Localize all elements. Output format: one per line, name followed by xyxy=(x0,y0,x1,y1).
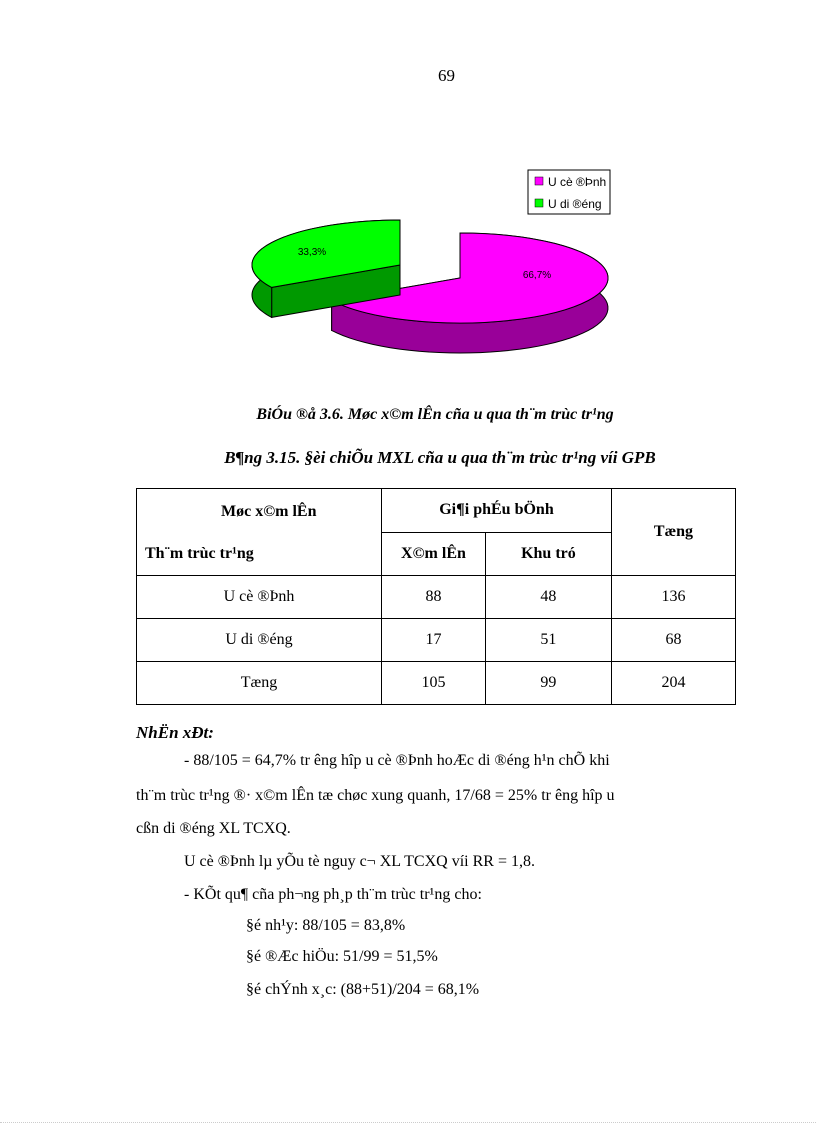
legend-label-fixed: U cè ®Þnh xyxy=(548,175,607,189)
table-cell: 88 xyxy=(382,576,486,619)
row-label: U di ®éng xyxy=(137,619,382,662)
paragraph-line: - 88/105 = 64,7% tr êng hîp u cè ®Þnh hoÆc di ®éng h¹n chÕ khi xyxy=(184,752,610,769)
slice-label-fixed: 66,7% xyxy=(522,270,552,281)
chart-legend xyxy=(528,170,610,214)
table-cell: 99 xyxy=(485,662,611,705)
sub-header-invasive: X©m lÊn xyxy=(382,532,486,576)
table-cell: 51 xyxy=(485,619,611,662)
table-row xyxy=(137,662,736,705)
slice-label-mobile: 33,3% xyxy=(297,247,327,258)
legend-swatch-mobile xyxy=(535,199,543,207)
row-label: U cè ®Þnh xyxy=(137,576,382,619)
paragraph-line: th¨m trùc tr¹ng ®· x©m lÊn tæ chøc xung quanh, 17/68 = 25% tr êng hîp u xyxy=(136,787,615,804)
table-row xyxy=(137,576,736,619)
metric-line: §é nh¹y: 88/105 = 83,8% xyxy=(246,917,406,934)
comparison-table xyxy=(136,488,736,705)
corner-top-label: Møc x©m lÊn xyxy=(221,503,317,520)
figure-caption: BiÓu ®å 3.6. Møc x©m lÊn cña u qua th¨m trùc tr¹ng xyxy=(256,406,614,423)
table-cell: 105 xyxy=(382,662,486,705)
corner-cell xyxy=(137,489,382,576)
legend-swatch-fixed xyxy=(535,177,543,185)
table-cell: 136 xyxy=(611,576,735,619)
paragraph-line: U cè ®Þnh lµ yÕu tè nguy c¬ XL TCXQ víi RR = 1,8. xyxy=(184,853,535,870)
note-title: NhËn xÐt: xyxy=(136,723,214,742)
sub-header-localized: Khu tró xyxy=(485,532,611,576)
pie-chart xyxy=(0,0,816,400)
paragraph-line: cßn di ®éng XL TCXQ. xyxy=(136,820,291,837)
page-number: 69 xyxy=(438,66,455,85)
legend-label-mobile: U di ®éng xyxy=(548,197,602,211)
metric-line: §é chÝnh x¸c: (88+51)/204 = 68,1% xyxy=(246,981,480,998)
row-label: Tæng xyxy=(137,662,382,705)
corner-bottom-label: Th¨m trùc tr¹ng xyxy=(145,545,254,562)
group-header: Gi¶i phÉu bÖnh xyxy=(382,489,612,533)
table-cell: 17 xyxy=(382,619,486,662)
table-caption: B¶ng 3.15. §èi chiÕu MXL cña u qua th¨m trùc tr¹ng víi GPB xyxy=(224,448,656,467)
table-cell: 204 xyxy=(611,662,735,705)
total-header: Tæng xyxy=(611,489,735,576)
metric-line: §é ®Æc hiÖu: 51/99 = 51,5% xyxy=(246,948,438,965)
paragraph-line: - KÕt qu¶ cña ph¬ng ph¸p th¨m trùc tr¹ng cho: xyxy=(184,886,482,903)
table-row xyxy=(137,619,736,662)
table-cell: 68 xyxy=(611,619,735,662)
table-cell: 48 xyxy=(485,576,611,619)
